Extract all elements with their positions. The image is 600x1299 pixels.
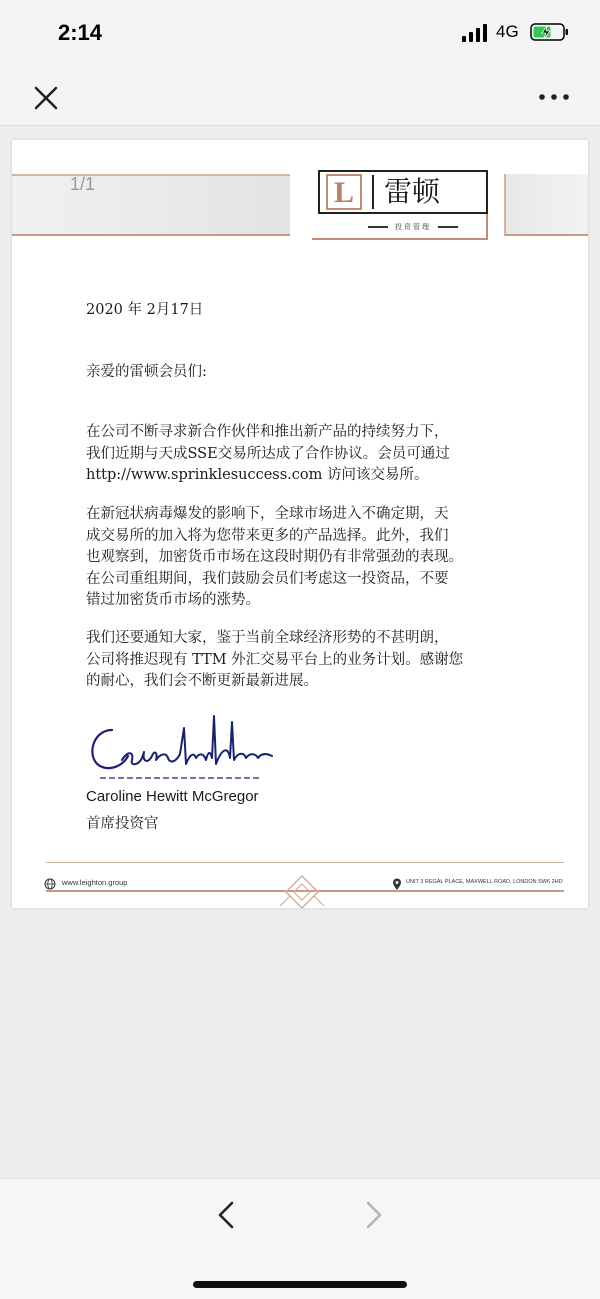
more-icon[interactable] bbox=[534, 84, 574, 110]
paragraph-line: 错过加密货币市场的涨势。 bbox=[86, 592, 260, 608]
logo-letter: L bbox=[333, 176, 354, 209]
letter-date: 2020 年 2月17日 bbox=[86, 302, 204, 318]
paragraph-line: 我们近期与天成SSE交易所达成了合作协议。会员可通过 bbox=[86, 445, 450, 462]
diamond-ornament-icon bbox=[272, 872, 332, 908]
logo-subtitle: 投资管理 bbox=[395, 223, 431, 231]
paragraph-line: 在新冠状病毒爆发的影响下，全球市场进入不确定期，天 bbox=[86, 506, 449, 522]
paragraph-line: 在公司重组期间，我们鼓励会员们考虑这一投资品，不要 bbox=[86, 570, 449, 587]
letter-paragraph-3 bbox=[86, 628, 546, 693]
footer-address: UNIT 3 REGAL PLACE, MAXWELL ROAD, LONDON SW6 2HD bbox=[406, 879, 563, 885]
signal-icon bbox=[462, 24, 488, 42]
status-bar bbox=[0, 0, 600, 66]
page-indicator: 1/1 bbox=[70, 174, 96, 194]
signer-title: 首席投资官 bbox=[86, 816, 159, 832]
paragraph-line: 的耐心，我们会不断更新最新进展。 bbox=[86, 673, 318, 689]
header-band-right bbox=[504, 174, 588, 236]
status-time: 2:14 bbox=[58, 20, 103, 45]
network-label: 4G bbox=[496, 22, 519, 41]
letter-greeting: 亲爱的雷顿会员们: bbox=[86, 364, 207, 380]
paragraph-line: http://www.sprinklesuccess.com 访问该交易所。 bbox=[86, 467, 429, 483]
logo-subline bbox=[368, 220, 458, 234]
close-icon[interactable] bbox=[28, 80, 62, 114]
signer-name: Caroline Hewitt McGregor bbox=[86, 788, 259, 805]
location-pin-icon bbox=[392, 878, 402, 890]
logo-name: 雷顿 bbox=[384, 175, 441, 208]
paragraph-line: 也观察到，加密货币市场在这段时期仍有非常强劲的表现。 bbox=[86, 549, 463, 565]
battery-icon bbox=[530, 22, 570, 42]
globe-icon bbox=[44, 878, 56, 890]
company-logo bbox=[318, 170, 488, 214]
chevron-left-icon[interactable] bbox=[212, 1197, 242, 1233]
header-band-left bbox=[12, 174, 290, 236]
footer-website: www.leighton.group bbox=[62, 878, 128, 887]
bottom-toolbar bbox=[0, 1178, 600, 1299]
paragraph-line: 我们还要通知大家，鉴于当前全球经济形势的不甚明朗， bbox=[86, 630, 449, 646]
logo-letter-box bbox=[326, 174, 362, 210]
chevron-right-icon[interactable] bbox=[358, 1197, 388, 1233]
letter-paragraph-1 bbox=[86, 422, 546, 487]
paragraph-line: 公司将推迟现有 TTM 外汇交易平台上的业务计划。感谢您 bbox=[86, 651, 464, 668]
nav-bar bbox=[0, 66, 600, 126]
document-page bbox=[12, 140, 588, 908]
letter-paragraph-2 bbox=[86, 504, 546, 612]
signature-image bbox=[82, 708, 282, 788]
home-indicator bbox=[193, 1281, 407, 1288]
paragraph-line: 成交易所的加入将为您带来更多的产品选择。此外，我们 bbox=[86, 527, 449, 544]
paragraph-line: 在公司不断寻求新合作伙伴和推出新产品的持续努力下， bbox=[86, 424, 449, 440]
